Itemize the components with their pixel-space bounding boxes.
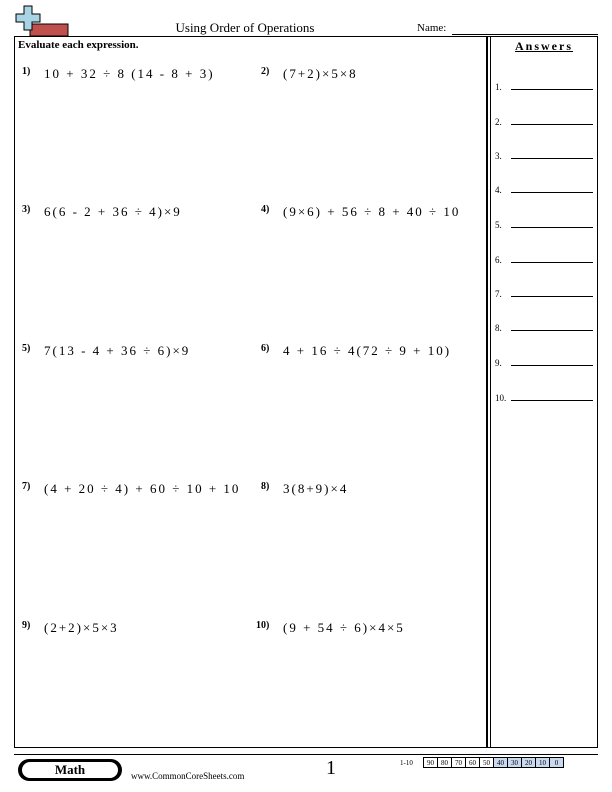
score-range-label: 1-10 <box>400 759 413 767</box>
answer-row[interactable] <box>495 287 595 299</box>
problem-1 <box>22 66 215 82</box>
problem-number: 4) <box>261 204 270 215</box>
answer-row[interactable] <box>495 391 595 403</box>
problem-expression: 6(6 - 2 + 36 ÷ 4)×9 <box>44 204 182 219</box>
answer-number: 6. <box>495 255 502 265</box>
answer-number: 2. <box>495 117 502 127</box>
problem-10 <box>256 620 405 636</box>
score-cell: 10 <box>535 757 550 768</box>
problem-3 <box>22 204 182 220</box>
problem-4 <box>261 204 460 220</box>
score-cell: 80 <box>437 757 452 768</box>
problem-number: 8) <box>261 481 270 492</box>
answer-row[interactable] <box>495 321 595 333</box>
name-label: Name: <box>417 22 447 34</box>
problem-expression: 3(8+9)×4 <box>283 481 349 496</box>
math-badge-label: Math <box>22 762 118 778</box>
footer-divider <box>14 754 598 755</box>
answer-number: 5. <box>495 220 502 230</box>
answer-number: 7. <box>495 289 502 299</box>
instructions: Evaluate each expression. <box>18 39 139 51</box>
problem-expression: (9 + 54 ÷ 6)×4×5 <box>283 620 405 635</box>
problem-number: 5) <box>22 343 31 354</box>
problem-expression: (2+2)×5×3 <box>44 620 119 635</box>
math-badge <box>18 759 122 781</box>
worksheet-title: Using Order of Operations <box>175 20 315 35</box>
plus-logo-icon <box>14 4 70 38</box>
problem-8 <box>261 481 348 497</box>
score-cell: 30 <box>507 757 522 768</box>
problem-6 <box>261 343 451 359</box>
answer-row[interactable] <box>495 80 595 92</box>
answer-number: 8. <box>495 323 502 333</box>
website-link[interactable]: www.CommonCoreSheets.com <box>131 771 245 781</box>
problem-number: 6) <box>261 343 270 354</box>
problem-number: 2) <box>261 66 270 77</box>
problem-expression: 4 + 16 ÷ 4(72 ÷ 9 + 10) <box>283 343 452 358</box>
answer-number: 10. <box>495 393 507 403</box>
score-cell: 60 <box>465 757 480 768</box>
answer-divider <box>486 36 488 748</box>
score-cell: 70 <box>451 757 466 768</box>
answer-row[interactable] <box>495 115 595 127</box>
name-line[interactable] <box>452 34 598 35</box>
problem-number: 1) <box>22 66 31 77</box>
problem-expression: (4 + 20 ÷ 4) + 60 ÷ 10 + 10 <box>44 481 241 496</box>
problem-number: 9) <box>22 620 31 631</box>
score-table <box>423 757 563 768</box>
score-cell: 50 <box>479 757 494 768</box>
problem-number: 3) <box>22 204 31 215</box>
problem-9 <box>22 620 119 636</box>
answer-number: 9. <box>495 358 502 368</box>
answer-number: 3. <box>495 151 502 161</box>
answer-row[interactable] <box>495 253 595 265</box>
problem-expression: 7(13 - 4 + 36 ÷ 6)×9 <box>44 343 191 358</box>
problem-5 <box>22 343 190 359</box>
answers-heading: Answers <box>515 39 573 53</box>
problem-number: 7) <box>22 481 31 492</box>
score-cell: 0 <box>549 757 564 768</box>
problem-expression: (9×6) + 56 ÷ 8 + 40 ÷ 10 <box>283 204 461 219</box>
answer-number: 4. <box>495 185 502 195</box>
answer-row[interactable] <box>495 356 595 368</box>
score-cell: 20 <box>521 757 536 768</box>
problem-2 <box>261 66 358 82</box>
answer-row[interactable] <box>495 218 595 230</box>
problem-expression: (7+2)×5×8 <box>283 66 358 81</box>
problem-7 <box>22 481 240 497</box>
problem-number: 10) <box>256 620 270 631</box>
score-cell: 40 <box>493 757 508 768</box>
answer-number: 1. <box>495 82 502 92</box>
problem-expression: 10 + 32 ÷ 8 (14 - 8 + 3) <box>44 66 215 81</box>
score-cell: 90 <box>423 757 438 768</box>
answer-row[interactable] <box>495 183 595 195</box>
answer-row[interactable] <box>495 149 595 161</box>
page-number: 1 <box>326 757 336 779</box>
answer-divider-inner <box>490 36 491 748</box>
